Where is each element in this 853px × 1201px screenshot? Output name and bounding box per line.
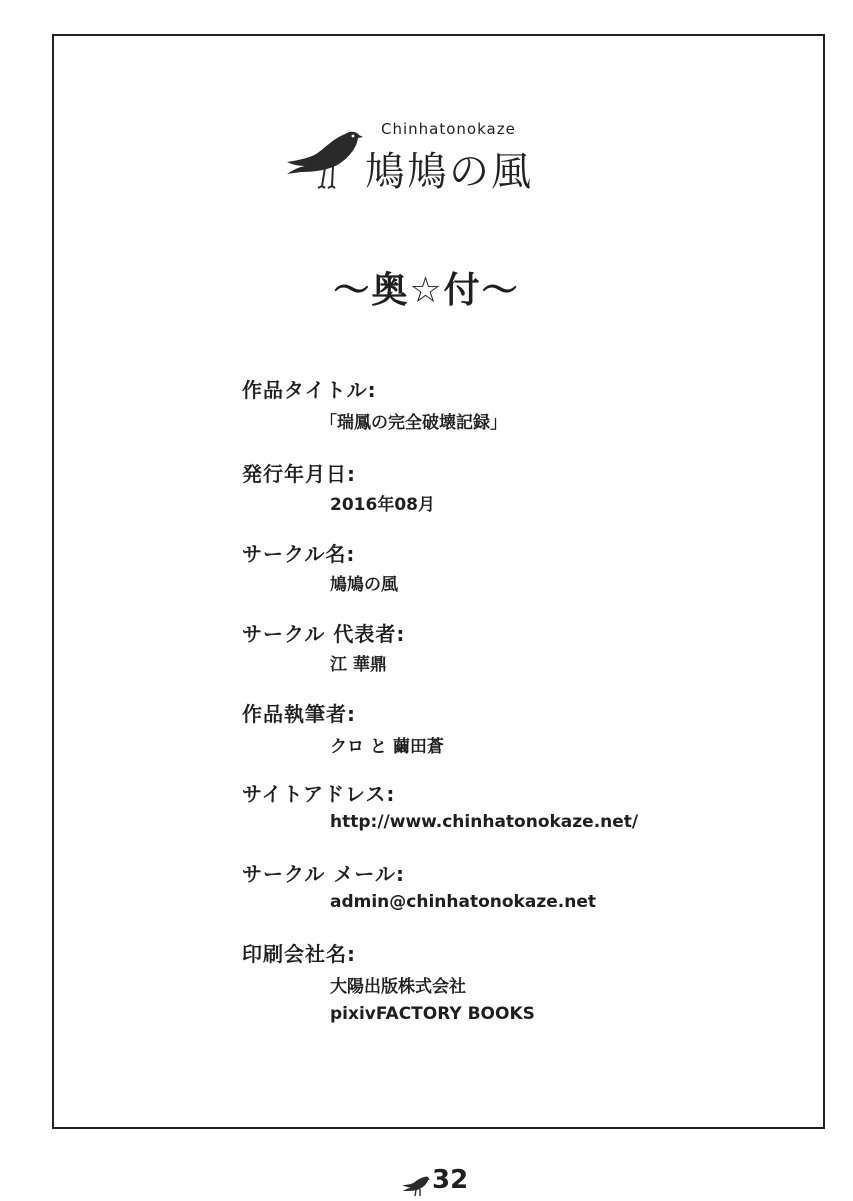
page-frame xyxy=(52,34,825,1129)
value-circle-mail: admin@chinhatonokaze.net xyxy=(330,892,596,912)
label-circle-mail: サークル メール: xyxy=(242,862,405,886)
value-publish-date: 2016年08月 xyxy=(330,495,435,515)
value-site-address: http://www.chinhatonokaze.net/ xyxy=(330,812,639,832)
label-circle-name: サークル名: xyxy=(242,542,356,566)
value-work-title: 「瑞鳳の完全破壊記録」 xyxy=(320,413,507,433)
footer-bird-icon xyxy=(402,1173,430,1197)
label-authors: 作品執筆者: xyxy=(242,702,356,726)
bird-icon xyxy=(285,124,363,190)
label-printer: 印刷会社名: xyxy=(242,942,356,966)
label-circle-representative: サークル 代表者: xyxy=(242,622,406,646)
page-footer xyxy=(402,1165,502,1201)
value-circle-representative: 江 華鼎 xyxy=(330,655,387,675)
logo-kanji-text: 鳩鳩の風 xyxy=(365,149,533,195)
value-authors: クロ と 繭田蒼 xyxy=(330,737,444,757)
label-publish-date: 発行年月日: xyxy=(242,462,356,486)
value-printer-jp: 大陽出版株式会社 xyxy=(330,977,466,997)
page-number: 32 xyxy=(432,1165,469,1195)
value-circle-name: 鳩鳩の風 xyxy=(330,575,398,595)
label-site-address: サイトアドレス: xyxy=(242,782,396,806)
value-printer-en: pixivFACTORY BOOKS xyxy=(330,1004,535,1024)
logo-roman-text: Chinhatonokaze xyxy=(381,120,516,138)
colophon-heading: 〜奥☆付〜 xyxy=(333,270,520,311)
label-work-title: 作品タイトル: xyxy=(242,378,377,402)
circle-logo xyxy=(285,118,565,198)
